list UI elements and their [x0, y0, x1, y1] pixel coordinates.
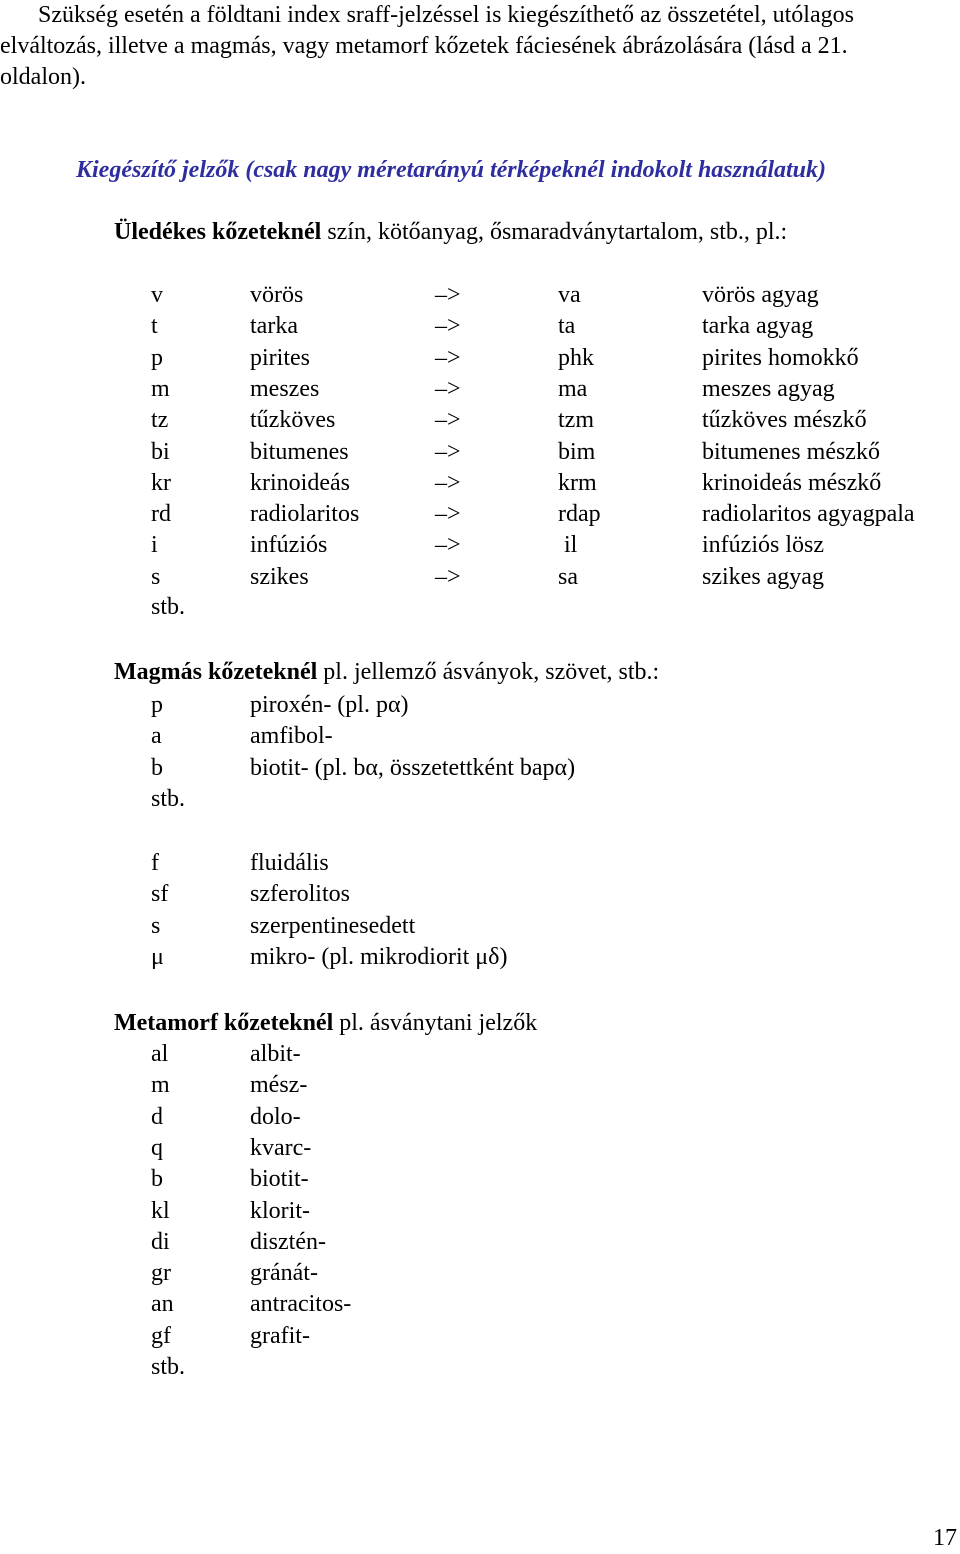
code-cell: gf: [151, 1322, 171, 1349]
code-cell: al: [151, 1041, 169, 1067]
combo-cell: ta: [558, 313, 576, 340]
intro-line: Szükség esetén a földtani index sraff-jelzéssel is kiegészíthető az összetétel, utólagos: [38, 2, 854, 28]
example-cell: tarka agyag: [702, 313, 814, 340]
arrow-cell: –>: [435, 469, 461, 496]
metamorphic-heading-rest: pl. ásványtani jelzők: [333, 1010, 538, 1036]
example-cell: vörös agyag: [702, 282, 819, 308]
igneous-heading-bold: Magmás kőzeteknél: [114, 659, 318, 685]
term-cell: piroxén- (pl. pα): [250, 692, 409, 718]
example-cell: tűzköves mészkő: [702, 407, 867, 434]
combo-cell: ma: [558, 375, 588, 402]
igneous-heading-rest: pl. jellemző ásványok, szövet, stb.:: [317, 659, 660, 685]
code-cell: b: [151, 754, 163, 781]
combo-cell: il: [558, 532, 578, 559]
code-cell: bi: [151, 438, 170, 465]
combo-cell: phk: [558, 344, 594, 371]
page-number: 17: [933, 1525, 957, 1551]
intro-line: oldalon).: [0, 64, 86, 90]
arrow-cell: –>: [435, 375, 461, 402]
term-cell: krinoideás: [250, 469, 350, 496]
term-cell: radiolaritos: [250, 501, 360, 528]
supplement-title: Kiegészítő jelzők (csak nagy méretarányú térképeknél indokolt használatuk): [76, 157, 827, 183]
term-cell: antracitos-: [250, 1291, 352, 1318]
example-cell: radiolaritos agyagpala: [702, 501, 915, 528]
code-cell: b: [151, 1166, 163, 1193]
code-cell: i: [151, 532, 158, 559]
term-cell: szerpentinesedett: [250, 912, 416, 939]
code-cell: kl: [151, 1197, 170, 1224]
code-cell: gr: [151, 1260, 171, 1287]
example-cell: bitumenes mészkő: [702, 438, 880, 465]
sedimentary-heading: [114, 217, 787, 248]
term-cell: mész-: [250, 1072, 308, 1099]
arrow-cell: –>: [435, 501, 461, 528]
term-cell: szikes: [250, 563, 309, 590]
code-cell: rd: [151, 501, 171, 528]
arrow-cell: –>: [435, 344, 461, 371]
code-cell: m: [151, 375, 170, 402]
term-cell: amfibol-: [250, 723, 333, 750]
code-cell: m: [151, 1072, 170, 1099]
sedimentary-heading-bold: Üledékes kőzeteknél: [114, 219, 322, 245]
combo-cell: tzm: [558, 407, 594, 434]
term-cell: meszes: [250, 375, 320, 402]
term-cell: gránát-: [250, 1260, 318, 1287]
example-cell: krinoideás mészkő: [702, 469, 882, 496]
term-cell: szferolitos: [250, 881, 350, 908]
code-cell: di: [151, 1228, 170, 1255]
term-cell: tarka: [250, 313, 298, 340]
term-cell: vörös: [250, 282, 304, 308]
code-cell: s: [151, 912, 161, 939]
term-cell: kvarc-: [250, 1134, 312, 1161]
example-cell: szikes agyag: [702, 563, 824, 590]
code-cell: p: [151, 344, 163, 371]
term-cell: mikro- (pl. mikrodiorit μδ): [250, 943, 508, 970]
example-cell: meszes agyag: [702, 375, 835, 402]
code-cell: a: [151, 723, 162, 750]
term-cell: disztén-: [250, 1228, 326, 1255]
term-cell: pirites: [250, 344, 310, 371]
combo-cell: sa: [558, 563, 578, 590]
code-cell: μ: [151, 943, 164, 970]
example-cell: pirites homokkő: [702, 344, 859, 371]
igneous-heading: [114, 657, 659, 688]
combo-cell: rdap: [558, 501, 601, 528]
example-cell: infúziós lösz: [702, 532, 824, 559]
term-cell: bitumenes: [250, 438, 349, 465]
combo-cell: krm: [558, 469, 597, 496]
term-cell: klorit-: [250, 1197, 310, 1224]
metamorphic-heading: [114, 1008, 537, 1039]
arrow-cell: –>: [435, 438, 461, 465]
combo-cell: bim: [558, 438, 596, 465]
sedimentary-heading-rest: szín, kötőanyag, ősmaradványtartalom, stb., pl.:: [321, 219, 788, 245]
arrow-cell: –>: [435, 282, 461, 308]
code-cell: sf: [151, 881, 169, 908]
term-cell: infúziós: [250, 532, 328, 559]
term-cell: grafit-: [250, 1322, 310, 1349]
term-cell: dolo-: [250, 1103, 301, 1130]
etc-label: stb.: [151, 786, 186, 812]
code-cell: q: [151, 1134, 163, 1161]
code-cell: d: [151, 1103, 163, 1130]
intro-line: elváltozás, illetve a magmás, vagy metamorf kőzetek fáciesének ábrázolására (lásd a 21.: [0, 33, 848, 59]
arrow-cell: –>: [435, 532, 461, 559]
arrow-cell: –>: [435, 563, 461, 590]
combo-cell: va: [558, 282, 581, 308]
code-cell: s: [151, 563, 161, 590]
term-cell: fluidális: [250, 850, 329, 876]
arrow-cell: –>: [435, 313, 461, 340]
code-cell: v: [151, 282, 163, 308]
arrow-cell: –>: [435, 407, 461, 434]
term-cell: albit-: [250, 1041, 301, 1067]
code-cell: t: [151, 313, 158, 340]
code-cell: kr: [151, 469, 171, 496]
etc-label: stb.: [151, 1354, 186, 1380]
code-cell: p: [151, 692, 163, 718]
term-cell: tűzköves: [250, 407, 336, 434]
code-cell: tz: [151, 407, 169, 434]
etc-label: stb.: [151, 594, 186, 620]
metamorphic-heading-bold: Metamorf kőzeteknél: [114, 1010, 334, 1036]
code-cell: an: [151, 1291, 174, 1318]
term-cell: biotit-: [250, 1166, 309, 1193]
term-cell: biotit- (pl. bα, összetettként bapα): [250, 754, 576, 781]
code-cell: f: [151, 850, 159, 876]
